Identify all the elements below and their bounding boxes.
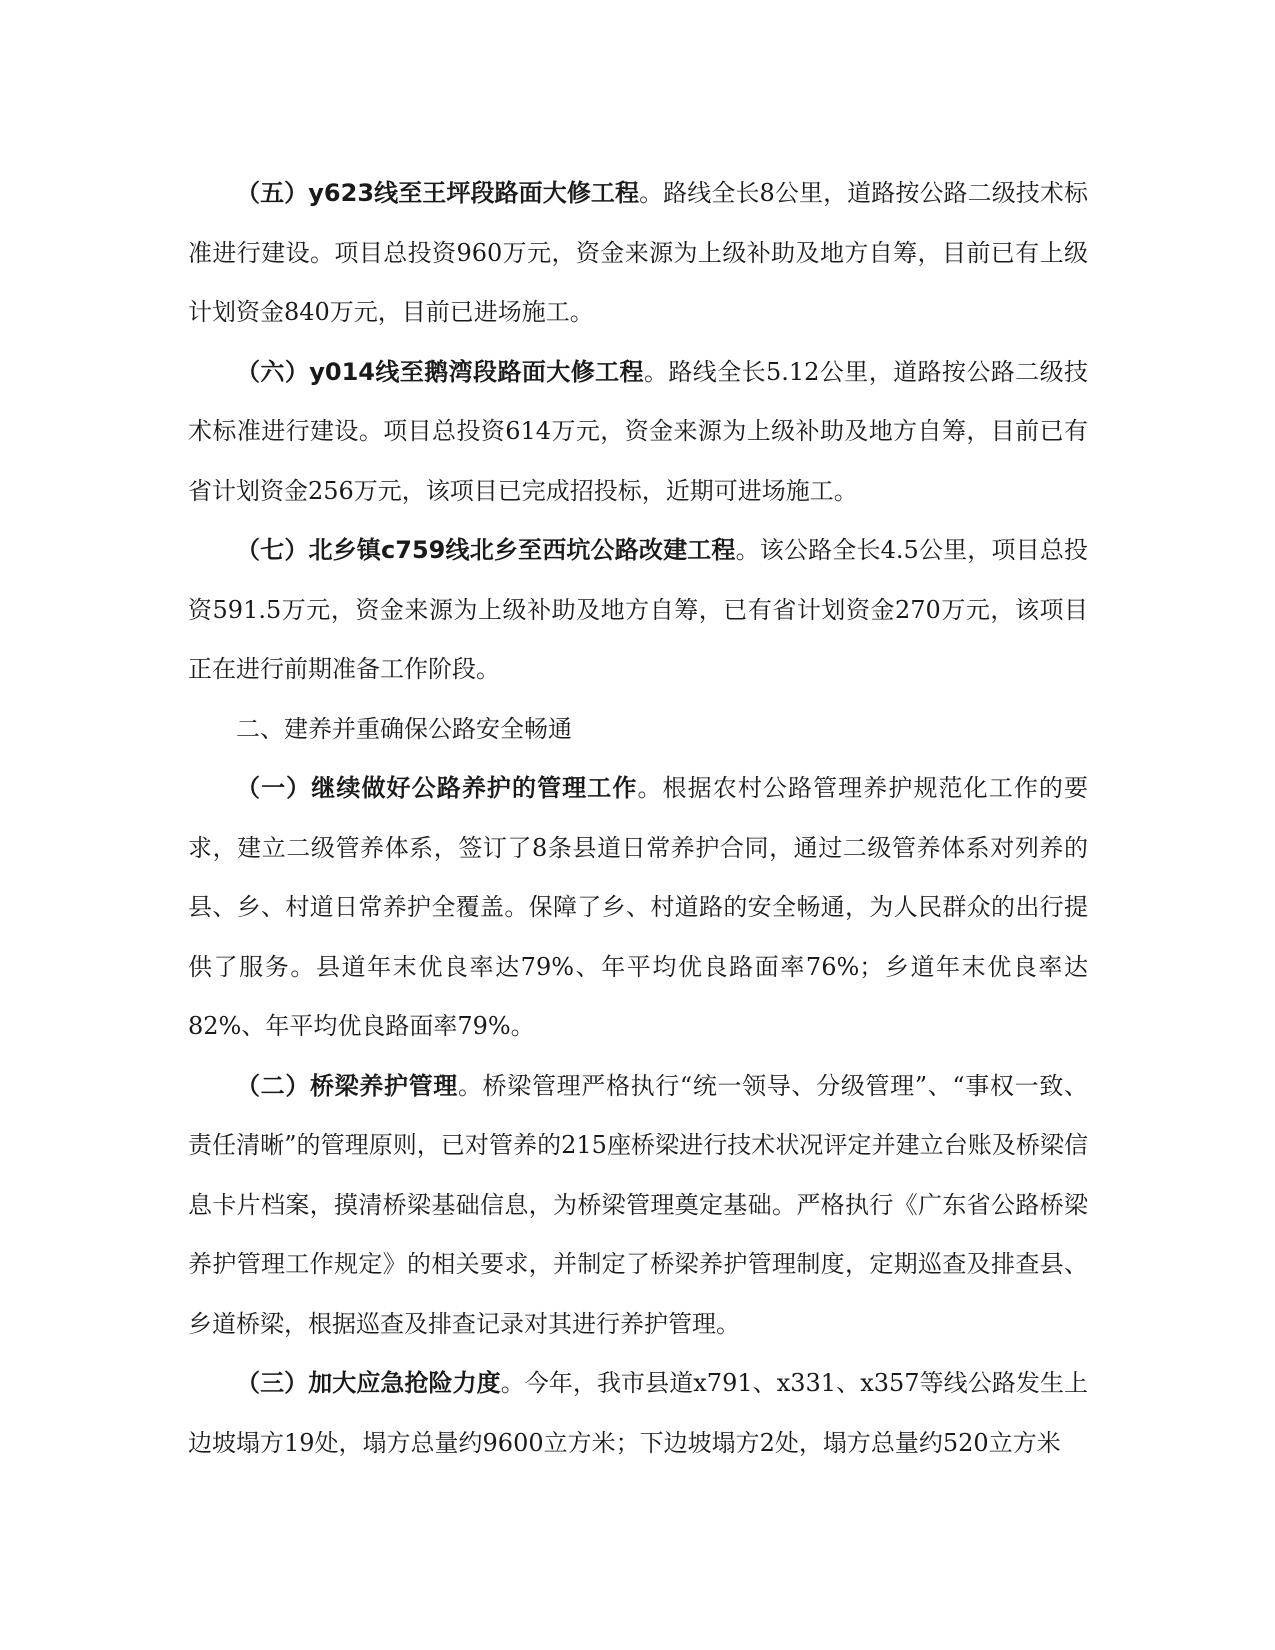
paragraph-lead: （三）加大应急抢险力度 — [236, 1369, 501, 1397]
paragraph-lead: （七）北乡镇c759线北乡至西坑公路改建工程 — [236, 536, 736, 564]
paragraph-lead: （五）y623线至王坪段路面大修工程 — [236, 179, 640, 207]
paragraph-emergency-response — [188, 1354, 1088, 1473]
paragraph-text: 。该公路全长4.5公里，项目总投资591.5万元，资金来源为上级补助及地方自筹，已有省计划资金270万元，该项目正在进行前期准备工作阶段。 — [188, 536, 1088, 683]
paragraph-text: 。根据农村公路管理养护规范化工作的要求，建立二级管养体系，签订了8条县道日常养护合同，通过二级管养体系对列养的县、乡、村道日常养护全覆盖。保障了乡、村道路的安全畅通，为人民群众的出行提供了服务。县道年末优良率达79%、年平均优良路面率76%；乡道年末优良率达82%、年平均优良路面率79%。 — [188, 774, 1088, 1040]
paragraph-text: 。桥梁管理严格执行“统一领导、分级管理”、“事权一致、责任清晰”的管理原则，已对管养的215座桥梁进行技术状况评定并建立台账及桥梁信息卡片档案，摸清桥梁基础信息，为桥梁管理奠定基础。严格执行《广东省公路桥梁养护管理工作规定》的相关要求，并制定了桥梁养护管理制度，定期巡查及排查县、乡道桥梁，根据巡查及排查记录对其进行养护管理。 — [188, 1071, 1089, 1338]
paragraph-lead: （六）y014线至鹅湾段路面大修工程 — [236, 357, 644, 386]
section-heading: 二、建养并重确保公路安全畅通 — [236, 714, 572, 743]
paragraph-bridge-maintenance — [188, 1057, 1088, 1355]
paragraph-project-6 — [188, 343, 1088, 522]
paragraph-text: 。路线全长5.12公里，道路按公路二级技术标准进行建设。项目总投资614万元，资金来源为上级补助及地方自筹，目前已有省计划资金256万元，该项目已完成招投标，近期可进场施工。 — [188, 357, 1089, 505]
paragraph-text: 。路线全长8公里，道路按公路二级技术标准进行建设。项目总投资960万元，资金来源为上级补助及地方自筹，目前已有上级计划资金840万元，目前已进场施工。 — [188, 179, 1088, 326]
paragraph-text: 。今年，我市县道x791、x331、x357等线公路发生上边坡塌方19处，塌方总量约9600立方米；下边坡塌方2处，塌方总量约520立方米 — [188, 1369, 1089, 1457]
paragraph-lead: （一）继续做好公路养护的管理工作 — [236, 774, 638, 802]
paragraph-road-maintenance — [188, 759, 1088, 1057]
document-body — [188, 164, 1088, 1473]
paragraph-lead: （二）桥梁养护管理 — [236, 1071, 458, 1100]
paragraph-project-7 — [188, 521, 1088, 700]
paragraph-project-5 — [188, 164, 1088, 343]
